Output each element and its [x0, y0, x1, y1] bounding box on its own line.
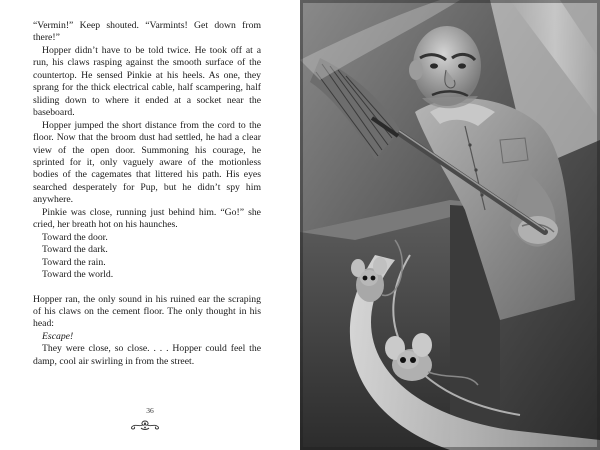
paragraph-1: “Vermin!” Keep shouted. “Varmints! Get down from there!” — [33, 20, 261, 44]
illustration-panel — [300, 0, 600, 450]
paragraph-8: Toward the world. — [42, 269, 114, 281]
paragraph-4: Pinkie was close, running just behind him. “Go!” she cried, her breath hot on his haunches. — [33, 206, 261, 231]
paragraph-6: Toward the dark. — [42, 244, 108, 256]
body-text — [33, 20, 261, 368]
page-number: 36 — [146, 406, 154, 415]
broom-scene-illustration — [300, 0, 600, 450]
paragraph-11: They were close, so close. . . . Hopper could feel the damp, cool air swirling in from the street. — [33, 343, 261, 367]
paragraph-10: Escape! — [42, 330, 74, 342]
flourish-ornament-icon — [128, 418, 162, 432]
paragraph-3: Hopper jumped the short distance from the cord to the floor. Now that the broom dust had settled, he had a clear view of the open door. Summoning his courage, he sprinted for it, only vaguely aware of the motionless bodies of the cagemates that littered his path. His eyes searched desperately for Pup, but he didn’t spy him anywhere. — [33, 119, 261, 206]
paragraph-9: Hopper ran, the only sound in his ruined ear the scraping of his claws on the cement floor. The only thought in his head: — [33, 293, 261, 330]
paragraph-7: Toward the rain. — [42, 256, 106, 268]
paragraph-5: Toward the door. — [42, 231, 108, 243]
paragraph-2: Hopper didn’t have to be told twice. He took off at a run, his claws rasping against the smooth surface of the countertop. He sensed Pinkie at his heels. As one, they sprang for the thick electrical cable, half scampering, half sliding down to where it ended at a socket near the baseboard. — [33, 44, 261, 119]
